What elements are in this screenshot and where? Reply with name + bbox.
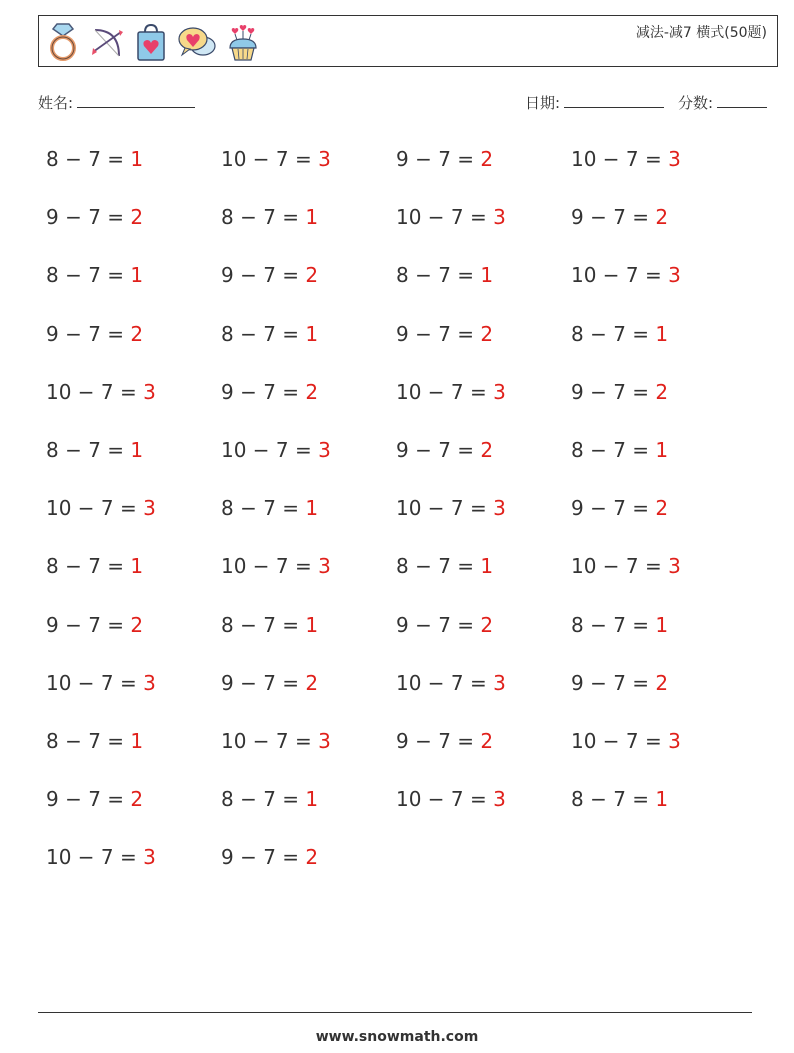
problem-answer: 2 [480,147,494,171]
problem-item [46,613,143,637]
problem-expression: 8 − 7 = [221,496,306,521]
problem-expression: 10 − 7 = [571,147,669,171]
problem-answer: 2 [130,612,144,637]
problem-answer: 3 [318,554,331,579]
problem-answer: 1 [480,554,494,579]
problem-item [221,322,318,346]
problem-expression: 8 − 7 = [46,554,131,579]
problem-expression: 8 − 7 = [221,612,306,637]
problem-item [571,554,681,578]
problem-expression: 10 − 7 = [221,438,319,462]
problem-answer: 1 [305,612,319,637]
problem-answer: 1 [130,147,144,171]
problem-answer: 1 [305,787,319,812]
problem-expression: 8 − 7 = [221,205,306,230]
footer-url: www.snowmath.com [315,1029,479,1045]
problem-item [571,438,668,462]
problem-item [46,845,156,869]
problem-item [571,205,668,229]
problem-expression: 9 − 7 = [221,670,306,695]
problem-item [221,671,318,695]
problem-expression: 10 − 7 = [46,845,144,870]
problem-expression: 10 − 7 = [221,147,319,171]
problem-answer: 3 [143,845,156,870]
problem-answer: 2 [655,205,669,230]
problem-item [221,438,331,462]
problem-answer: 3 [668,263,681,288]
problem-expression: 8 − 7 = [221,321,306,346]
problem-answer: 3 [143,379,156,404]
problem-answer: 2 [130,787,144,812]
problem-expression: 9 − 7 = [46,321,131,346]
problem-answer: 2 [305,845,319,870]
problem-expression: 10 − 7 = [571,263,669,288]
problem-item [396,787,506,811]
problem-expression: 9 − 7 = [396,612,481,637]
problem-item [221,845,318,869]
problem-item [221,787,318,811]
problem-answer: 3 [493,379,506,404]
problem-answer: 3 [318,438,331,462]
name-label: 姓名: [38,94,74,112]
problem-expression: 10 − 7 = [396,670,494,695]
problem-expression: 9 − 7 = [221,379,306,404]
problem-answer: 1 [480,263,494,288]
problem-expression: 9 − 7 = [46,205,131,230]
problem-item [571,729,681,753]
problem-expression: 9 − 7 = [221,845,306,870]
problem-expression: 9 − 7 = [221,263,306,288]
problem-item [46,380,156,404]
problem-item [46,147,143,171]
problem-expression: 8 − 7 = [571,438,656,462]
problem-item [46,554,143,578]
problem-item [571,380,668,404]
problem-expression: 10 − 7 = [396,496,494,521]
problem-answer: 1 [130,438,144,462]
problem-item [221,147,331,171]
problem-item [396,729,493,753]
problem-expression: 9 − 7 = [396,438,481,462]
footer-divider [38,1012,752,1013]
problem-item [46,787,143,811]
problem-answer: 2 [480,438,494,462]
problem-item [571,263,681,287]
problem-expression: 9 − 7 = [571,670,656,695]
problem-answer: 3 [493,787,506,812]
problem-expression: 10 − 7 = [396,205,494,230]
problem-item [46,205,143,229]
problem-expression: 10 − 7 = [221,729,319,753]
problem-item [46,263,143,287]
problem-item [46,496,156,520]
problem-item [571,496,668,520]
problem-expression: 8 − 7 = [571,787,656,812]
problem-expression: 9 − 7 = [396,729,481,753]
problem-answer: 3 [668,147,681,171]
problem-expression: 10 − 7 = [396,787,494,812]
problem-expression: 8 − 7 = [571,321,656,346]
problem-answer: 3 [493,670,506,695]
problem-answer: 1 [655,612,669,637]
problem-answer: 1 [305,205,319,230]
problem-item [396,322,493,346]
problem-answer: 3 [493,205,506,230]
problem-expression: 10 − 7 = [396,379,494,404]
problem-expression: 9 − 7 = [46,612,131,637]
problem-answer: 3 [143,670,156,695]
problem-item [221,613,318,637]
problem-item [46,671,156,695]
problem-item [221,729,331,753]
problem-expression: 8 − 7 = [46,147,131,171]
problem-answer: 3 [143,496,156,521]
problem-answer: 2 [480,321,494,346]
problem-item [46,438,143,462]
problem-item [396,496,506,520]
problem-item [396,147,493,171]
problem-item [571,613,668,637]
problem-expression: 9 − 7 = [396,321,481,346]
problem-answer: 1 [130,554,144,579]
problem-answer: 1 [305,496,319,521]
problem-item [221,496,318,520]
problem-answer: 2 [655,379,669,404]
problem-expression: 9 − 7 = [571,379,656,404]
problem-answer: 3 [668,554,681,579]
problem-expression: 9 − 7 = [396,147,481,171]
problem-expression: 8 − 7 = [221,787,306,812]
problem-answer: 1 [130,263,144,288]
problem-answer: 2 [655,496,669,521]
problem-answer: 3 [318,729,331,753]
problem-answer: 2 [305,670,319,695]
problem-expression: 9 − 7 = [571,496,656,521]
date-label: 日期: [525,94,561,112]
problem-item [571,147,681,171]
problem-answer: 3 [493,496,506,521]
problem-answer: 1 [305,321,319,346]
problem-answer: 1 [655,787,669,812]
problem-item [396,263,493,287]
problem-answer: 2 [130,205,144,230]
problem-expression: 8 − 7 = [46,263,131,288]
problem-answer: 2 [305,379,319,404]
problem-answer: 2 [480,729,494,753]
problem-expression: 10 − 7 = [571,554,669,579]
problem-item [46,729,143,753]
problem-expression: 10 − 7 = [46,670,144,695]
problem-expression: 8 − 7 = [46,729,131,753]
problem-expression: 9 − 7 = [571,205,656,230]
problem-item [396,671,506,695]
problem-expression: 8 − 7 = [396,554,481,579]
problem-item [46,322,143,346]
problem-item [396,554,493,578]
score-label: 分数: [678,94,714,112]
problem-answer: 2 [655,670,669,695]
problem-item [396,438,493,462]
problem-expression: 10 − 7 = [46,379,144,404]
problem-answer: 3 [318,147,331,171]
problem-expression: 8 − 7 = [46,438,131,462]
worksheet-title: 减法-减7 横式(50题) [635,25,767,41]
problem-item [221,205,318,229]
problem-expression: 8 − 7 = [396,263,481,288]
problem-expression: 10 − 7 = [571,729,669,753]
problem-item [396,613,493,637]
problem-item [396,380,506,404]
problem-item [396,205,506,229]
problem-item [221,380,318,404]
problem-item [571,322,668,346]
problem-item [221,263,318,287]
problem-expression: 9 − 7 = [46,787,131,812]
problem-answer: 2 [130,321,144,346]
problem-expression: 8 − 7 = [571,612,656,637]
problem-item [221,554,331,578]
problem-answer: 1 [655,438,669,462]
problem-answer: 3 [668,729,681,753]
problem-answer: 2 [480,612,494,637]
problem-answer: 1 [655,321,669,346]
problem-expression: 10 − 7 = [221,554,319,579]
problem-item [571,787,668,811]
problem-expression: 10 − 7 = [46,496,144,521]
problem-answer: 1 [130,729,144,753]
problem-item [571,671,668,695]
problem-answer: 2 [305,263,319,288]
